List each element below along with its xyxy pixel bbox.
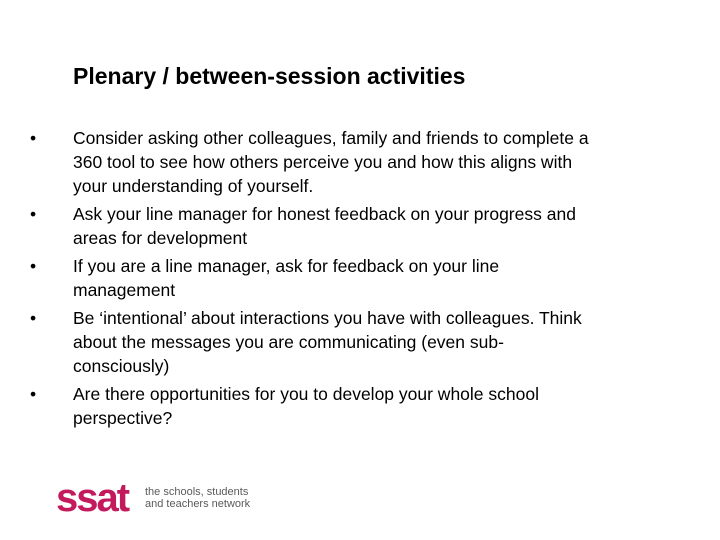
bullet-text-line: management [73,280,176,300]
ssat-logo [56,476,276,520]
bullet-text-line: Be ‘intentional’ about interactions you have with colleagues. Think [73,308,582,328]
bullet-item [30,126,670,198]
bullet-item [30,306,670,378]
logo-tagline-line: the schools, students [145,486,249,498]
bullet-text-line: areas for development [73,228,248,248]
bullet-text-line: about the messages you are communicating (even sub- [73,332,504,352]
bullet-icon: • [30,384,37,404]
bullet-text-line: Ask your line manager for honest feedback on your progress and [73,204,576,224]
bullet-text-line: your understanding of yourself. [73,176,314,196]
bullet-text-line: If you are a line manager, ask for feedback on your line [73,256,500,276]
bullet-icon: • [30,204,37,224]
bullet-icon: • [30,256,37,276]
bullet-text-line: 360 tool to see how others perceive you and how this aligns with [73,152,573,172]
logo-tagline-line: and teachers network [145,498,251,510]
bullet-text-line: perspective? [73,408,173,428]
logo-mark: ssat [56,476,129,520]
bullet-icon: • [30,308,37,328]
bullet-item [30,254,670,302]
logo-tagline [145,486,250,510]
bullet-icon: • [30,128,37,148]
bullet-item [30,382,670,430]
bullet-text-line: Consider asking other colleagues, family and friends to complete a [73,128,589,148]
bullet-text-line: consciously) [73,356,170,376]
slide-title: Plenary / between-session activities [73,63,466,89]
bullet-item [30,202,670,250]
bullet-text-line: Are there opportunities for you to develop your whole school [73,384,539,404]
bullet-list [30,126,670,434]
